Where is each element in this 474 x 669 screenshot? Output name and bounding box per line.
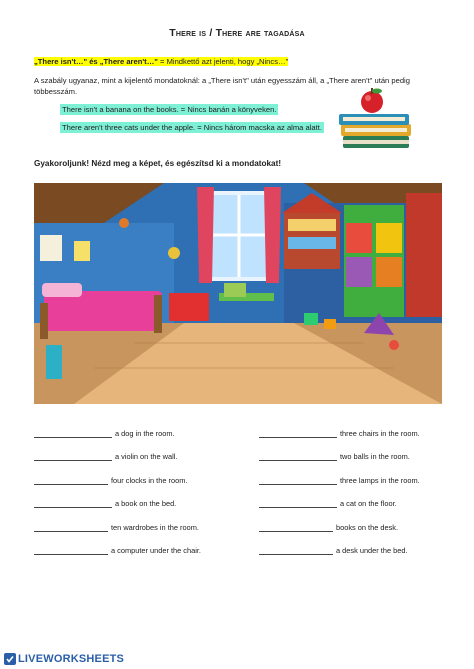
exercise-left-1-text: a dog in the room. [115,429,175,438]
answer-input-right-6[interactable] [259,545,333,555]
exercise-left-4 [34,498,176,508]
room-image [34,183,442,404]
exercise-right-5-text: books on the desk. [336,523,399,532]
answer-input-left-3[interactable] [34,475,108,485]
title-part1: There is [169,27,207,39]
page-title [0,27,474,39]
exercise-right-1 [259,428,420,438]
answer-input-left-5[interactable] [34,522,108,532]
answer-input-right-3[interactable] [259,475,337,485]
exercise-right-5 [259,522,398,532]
exercise-right-3 [259,475,420,485]
intro-highlight: „There isn't…" és „There aren't…" [34,57,158,66]
answer-input-right-2[interactable] [259,451,337,461]
intro-rest: = Mindkettő azt jelenti, hogy „Nincs…" [157,57,289,66]
exercise-right-1-text: three chairs in the room. [340,429,420,438]
answer-input-left-2[interactable] [34,451,112,461]
exercise-left-3 [34,475,187,485]
exercise-right-4-text: a cat on the floor. [340,499,397,508]
exercise-right-6-text: a desk under the bed. [336,546,408,555]
exercise-right-6 [259,545,408,555]
exercise-right-3-text: three lamps in the room. [340,476,420,485]
exercise-left-6 [34,545,201,555]
answer-input-left-6[interactable] [34,545,108,555]
answer-input-left-4[interactable] [34,498,112,508]
exercise-left-3-text: four clocks in the room. [111,476,188,485]
title-part2: There are [215,27,261,39]
exercise-left-2 [34,451,177,461]
intro-line [34,57,288,66]
answer-input-right-5[interactable] [259,522,333,532]
answer-input-right-1[interactable] [259,428,337,438]
title-sep: / [206,27,216,39]
exercise-left-5-text: ten wardrobes in the room. [111,523,199,532]
rule-text: A szabály ugyanaz, mint a kijelentő mondatoknál: a „There isn't" után egyesszám áll, a „There aren't" után pedig többesszám. [34,76,410,96]
footer-brand[interactable] [4,653,124,665]
title-part3: tagadása [260,27,305,39]
example-2: There aren't three cats under the apple. = Nincs három macska az alma alatt. [62,123,322,132]
answer-input-right-4[interactable] [259,498,337,508]
example-1: There isn't a banana on the books. = Nincs banán a könyveken. [62,105,277,114]
exercise-right-2 [259,451,410,461]
exercise-right-4 [259,498,397,508]
liveworksheets-logo-icon [4,653,16,665]
exercise-left-6-text: a computer under the chair. [111,546,201,555]
exercise-left-4-text: a book on the bed. [115,499,177,508]
exercise-left-2-text: a violin on the wall. [115,452,178,461]
instruction: Gyakoroljunk! Nézd meg a képet, és egészítsd ki a mondatokat! [34,159,282,168]
exercise-right-2-text: two balls in the room. [340,452,410,461]
books-apple-icon [337,86,417,156]
footer-text: LIVEWORKSHEETS [18,653,125,665]
answer-input-left-1[interactable] [34,428,112,438]
exercise-left-5 [34,522,199,532]
exercise-left-1 [34,428,175,438]
